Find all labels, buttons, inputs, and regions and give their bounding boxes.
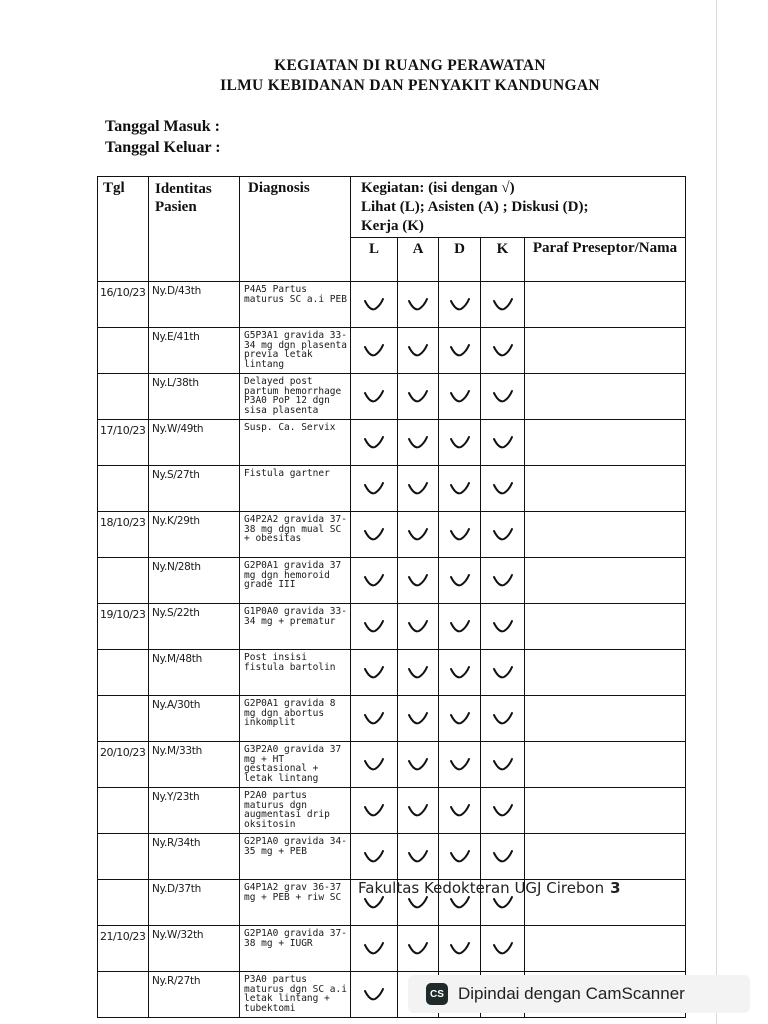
cell-check-k [481,604,525,650]
checkmark-icon [351,803,397,819]
checkmark-icon [481,849,524,865]
header-kegiatan-line1: Kegiatan: (isi dengan √) [361,180,515,196]
cell-check-d [439,604,481,650]
cell-identitas: Ny.A/30th [149,696,240,742]
cell-check-k [481,742,525,788]
checkmark-icon [439,527,480,543]
cell-identitas: Ny.S/22th [149,604,240,650]
header-kegiatan [351,177,686,238]
table-row [98,558,686,604]
checkmark-icon [439,711,480,727]
table-row [98,926,686,972]
cell-identitas: Ny.S/27th [149,466,240,512]
checkmark-icon [481,527,524,543]
cell-diagnosis: G3P2A0 gravida 37 mg + HT gestasional + letak lintang [240,742,351,788]
checkmark-icon [398,757,438,773]
header-paraf: Paraf Preseptor/Nama [525,238,686,282]
cell-identitas: Ny.L/38th [149,374,240,420]
cell-check-d [439,788,481,834]
checkmark-icon [481,389,524,405]
cell-tgl [98,650,149,696]
checkmark-icon [398,435,438,451]
checkmark-icon [481,619,524,635]
footer-text: Fakultas Kedokteran UGJ Cirebon [358,879,605,897]
header-l: L [351,238,398,282]
cell-tgl: 17/10/23 [98,420,149,466]
checkmark-icon [398,297,438,313]
cell-diagnosis: G1P0A0 gravida 33-34 mg + prematur [240,604,351,650]
cell-check-l [351,466,398,512]
checkmark-icon [351,619,397,635]
checkmark-icon [439,573,480,589]
cell-diagnosis: Susp. Ca. Servix [240,420,351,466]
checkmark-icon [351,435,397,451]
cell-check-a [398,328,439,374]
camscanner-badge [408,975,750,1013]
table-row [98,742,686,788]
checkmark-icon [398,481,438,497]
checkmark-icon [398,711,438,727]
cell-diagnosis: P2A0 partus maturus dgn augmentasi drip oksitosin [240,788,351,834]
cell-identitas: Ny.R/34th [149,834,240,880]
checkmark-icon [398,803,438,819]
checkmark-icon [481,941,524,957]
cell-check-d [439,420,481,466]
table-body [98,282,686,1018]
cell-check-k [481,512,525,558]
cell-paraf [525,834,686,880]
header-diagnosis: Diagnosis [240,177,351,282]
cell-paraf [525,558,686,604]
checkmark-icon [439,389,480,405]
checkmark-icon [398,527,438,543]
checkmark-icon [351,711,397,727]
checkmark-icon [351,757,397,773]
cell-check-a [398,374,439,420]
cell-identitas: Ny.W/32th [149,926,240,972]
checkmark-icon [398,849,438,865]
cell-tgl [98,466,149,512]
cell-diagnosis: G4P1A2 grav 36-37 mg + PEB + riw SC [240,880,351,926]
cell-check-d [439,742,481,788]
cell-check-d [439,650,481,696]
cell-paraf [525,650,686,696]
checkmark-icon [439,757,480,773]
cell-diagnosis: Delayed post partum hemorrhage P3A0 PoP 12 dgn sisa plasenta [240,374,351,420]
cell-diagnosis: Fistula gartner [240,466,351,512]
checkmark-icon [398,941,438,957]
checkmark-icon [481,481,524,497]
cell-check-d [439,696,481,742]
cell-check-k [481,466,525,512]
cell-tgl [98,880,149,926]
checkmark-icon [439,941,480,957]
checkmark-icon [481,573,524,589]
checkmark-icon [351,573,397,589]
cell-diagnosis: P4A5 Partus maturus SC a.i PEB [240,282,351,328]
cell-check-l [351,926,398,972]
cell-check-l [351,374,398,420]
cell-tgl [98,374,149,420]
cell-tgl: 19/10/23 [98,604,149,650]
cell-check-a [398,834,439,880]
cell-tgl: 20/10/23 [98,742,149,788]
cell-tgl [98,788,149,834]
cell-check-d [439,466,481,512]
checkmark-icon [481,435,524,451]
cell-check-a [398,742,439,788]
cell-check-l [351,512,398,558]
checkmark-icon [481,665,524,681]
checkmark-icon [351,389,397,405]
cell-tgl [98,834,149,880]
cell-check-a [398,420,439,466]
cell-identitas: Ny.R/27th [149,972,240,1018]
cell-diagnosis: P3A0 partus maturus dgn SC a.i letak lintang + tubektomi [240,972,351,1018]
cell-check-a [398,696,439,742]
cell-check-k [481,788,525,834]
cell-tgl [98,328,149,374]
cell-check-k [481,374,525,420]
cell-check-k [481,558,525,604]
page-edge [716,0,717,1024]
cell-paraf [525,696,686,742]
cell-diagnosis: Post insisi fistula bartolin [240,650,351,696]
checkmark-icon [351,941,397,957]
cell-check-d [439,282,481,328]
cell-check-l [351,788,398,834]
tanggal-keluar-label: Tanggal Keluar : [105,139,221,156]
checkmark-icon [351,665,397,681]
cell-check-l [351,742,398,788]
cell-tgl [98,558,149,604]
page-number: 3 [610,879,621,897]
checkmark-icon [481,711,524,727]
cell-tgl [98,696,149,742]
header-tgl: Tgl [98,177,149,282]
cell-check-a [398,558,439,604]
cell-tgl: 21/10/23 [98,926,149,972]
cell-identitas: Ny.D/43th [149,282,240,328]
checkmark-icon [351,343,397,359]
cell-check-a [398,512,439,558]
cell-check-k [481,696,525,742]
cell-paraf [525,788,686,834]
footer [358,879,621,897]
cell-identitas: Ny.N/28th [149,558,240,604]
cell-check-d [439,926,481,972]
cell-check-l [351,972,398,1018]
camscanner-text: Dipindai dengan CamScanner [458,984,685,1003]
cell-diagnosis: G2P1A0 gravida 37-38 mg + IUGR [240,926,351,972]
table-row [98,604,686,650]
header-a: A [398,238,439,282]
cell-diagnosis: G5P3A1 gravida 33-34 mg dgn plasenta previa letak lintang [240,328,351,374]
cell-check-k [481,650,525,696]
checkmark-icon [481,757,524,773]
cell-identitas: Ny.M/48th [149,650,240,696]
cell-check-a [398,282,439,328]
cell-check-k [481,926,525,972]
header-kegiatan-line2: Lihat (L); Asisten (A) ; Diskusi (D); [361,199,589,215]
cell-identitas: Ny.W/49th [149,420,240,466]
table-row [98,420,686,466]
cell-check-k [481,328,525,374]
cell-check-a [398,926,439,972]
table-row [98,788,686,834]
checkmark-icon [351,527,397,543]
checkmark-icon [398,619,438,635]
cell-check-l [351,834,398,880]
cell-check-d [439,328,481,374]
checkmark-icon [351,987,397,1003]
header-d: D [439,238,481,282]
cell-check-l [351,328,398,374]
cell-identitas: Ny.M/33th [149,742,240,788]
cell-check-a [398,466,439,512]
cell-check-l [351,696,398,742]
checkmark-icon [439,481,480,497]
cell-check-d [439,834,481,880]
cell-identitas: Ny.Y/23th [149,788,240,834]
checkmark-icon [439,435,480,451]
cell-tgl: 16/10/23 [98,282,149,328]
cell-check-l [351,558,398,604]
cell-check-a [398,604,439,650]
cell-check-l [351,282,398,328]
cell-paraf [525,282,686,328]
cell-check-d [439,558,481,604]
checkmark-icon [481,343,524,359]
cell-check-d [439,512,481,558]
cell-paraf [525,512,686,558]
cell-check-k [481,420,525,466]
checkmark-icon [398,389,438,405]
table-row [98,650,686,696]
table-row [98,466,686,512]
cell-paraf [525,466,686,512]
cell-identitas: Ny.K/29th [149,512,240,558]
cell-tgl [98,972,149,1018]
table-row [98,696,686,742]
cell-paraf [525,420,686,466]
camscanner-logo-icon: CS [426,983,448,1005]
table-row [98,374,686,420]
cell-paraf [525,374,686,420]
header-identitas: Identitas Pasien [149,177,240,282]
document-subtitle: ILMU KEBIDANAN DAN PENYAKIT KANDUNGAN [220,77,600,94]
cell-diagnosis: G2P0A1 gravida 8 mg dgn abortus inkomplit [240,696,351,742]
checkmark-icon [439,297,480,313]
cell-identitas: Ny.E/41th [149,328,240,374]
tanggal-masuk-label: Tanggal Masuk : [105,118,220,135]
cell-diagnosis: G2P0A1 gravida 37 mg dgn hemoroid grade III [240,558,351,604]
header-k: K [481,238,525,282]
cell-check-l [351,420,398,466]
checkmark-icon [351,849,397,865]
table-row [98,834,686,880]
checkmark-icon [439,665,480,681]
cell-diagnosis: G4P2A2 gravida 37-38 mg dgn mual SC + obesitas [240,512,351,558]
cell-check-k [481,834,525,880]
cell-paraf [525,926,686,972]
checkmark-icon [439,803,480,819]
cell-check-l [351,604,398,650]
document-title: KEGIATAN DI RUANG PERAWATAN [274,57,546,74]
table-row [98,512,686,558]
checkmark-icon [398,665,438,681]
cell-paraf [525,604,686,650]
cell-check-k [481,282,525,328]
cell-check-a [398,788,439,834]
cell-identitas: Ny.D/37th [149,880,240,926]
cell-paraf [525,328,686,374]
checkmark-icon [398,573,438,589]
checkmark-icon [439,849,480,865]
table-row [98,328,686,374]
checkmark-icon [481,297,524,313]
cell-diagnosis: G2P1A0 gravida 34-35 mg + PEB [240,834,351,880]
cell-tgl: 18/10/23 [98,512,149,558]
cell-check-a [398,650,439,696]
checkmark-icon [351,481,397,497]
checkmark-icon [439,619,480,635]
header-kegiatan-line3: Kerja (K) [361,218,424,234]
checkmark-icon [439,343,480,359]
checkmark-icon [351,297,397,313]
cell-check-d [439,374,481,420]
checkmark-icon [481,803,524,819]
table-row [98,282,686,328]
checkmark-icon [398,343,438,359]
cell-paraf [525,742,686,788]
cell-check-l [351,650,398,696]
